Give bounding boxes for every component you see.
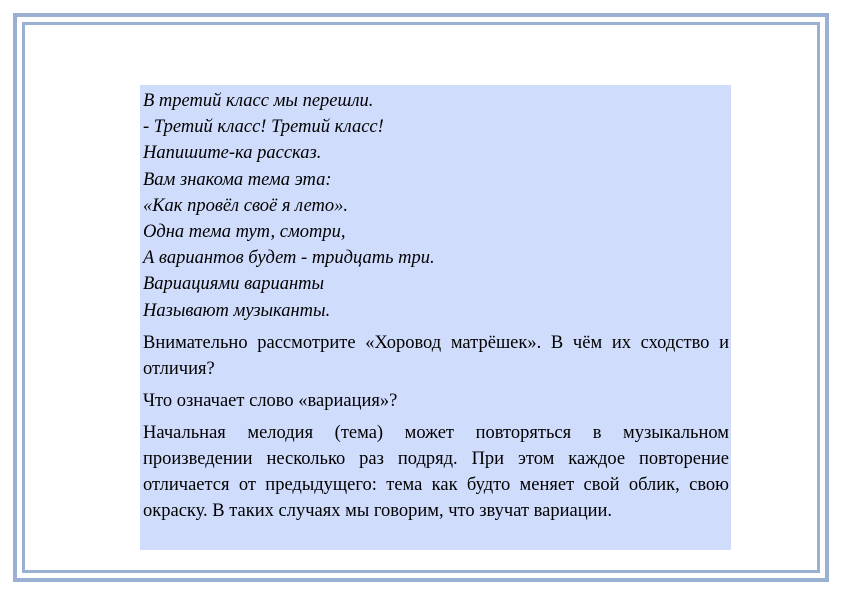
poem-line: В третий класс мы перешли.: [143, 91, 374, 111]
poem-line: Напишите-ка рассказ.: [143, 143, 322, 164]
poem: [143, 88, 729, 324]
explanation-paragraph: Начальная мелодия (тема) может повторяться в музыкальном произведении несколько раз подряд. При этом каждое повторение отличается от предыдущего: тема как будто меняет свой облик, свою окраску. В таких случаях мы говорим, что звучат вариации.: [143, 422, 729, 521]
question-paragraph: Внимательно рассмотрите «Хоровод матрёшек». В чём их сходство и отличия?: [143, 332, 729, 379]
poem-line: «Как провёл своё я лето».: [143, 195, 349, 216]
text-box: [140, 85, 731, 550]
poem-line: Одна тема тут, смотри,: [143, 222, 346, 243]
question-variation: Что означает слово «вариация»?: [143, 390, 398, 411]
poem-line: Вариациями варианты: [143, 274, 325, 295]
poem-line: Называют музыканты.: [143, 300, 331, 321]
poem-line: А вариантов будет - тридцать три.: [143, 248, 435, 269]
poem-line: Вам знакома тема эта:: [143, 169, 332, 190]
poem-line: - Третий класс! Третий класс!: [143, 117, 384, 138]
